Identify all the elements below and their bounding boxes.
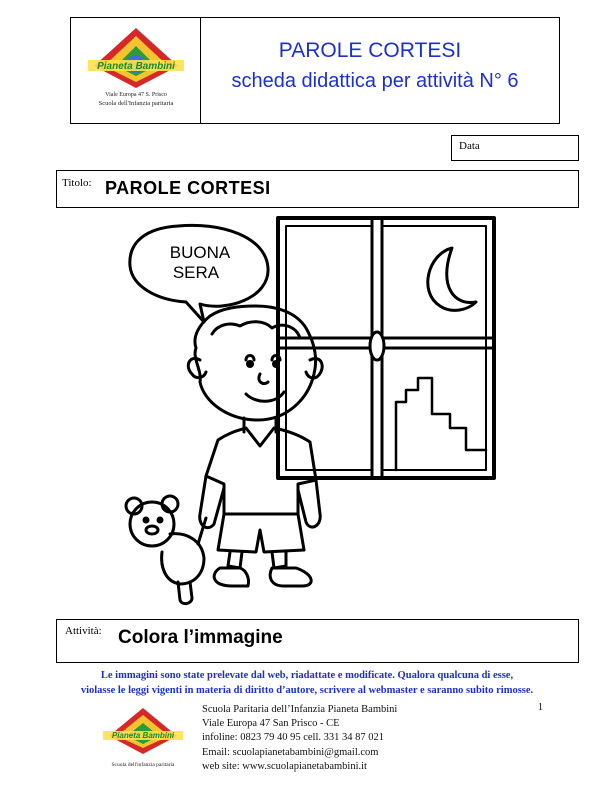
footer-school: Scuola Paritaria dell’Infanzia Pianeta Bambini [202, 704, 398, 715]
svg-text:SERA: SERA [172, 263, 220, 282]
footer-contact [202, 703, 397, 774]
teddy-bear-drawing [126, 496, 206, 604]
footer-address: Viale Europa 47 San Prisco - CE [202, 718, 340, 730]
worksheet-subtitle: scheda didattica per attività N° 6 [231, 70, 519, 92]
footer-website[interactable]: web site: www.scuolapianetabambini.it [202, 760, 367, 772]
footer-logo [97, 706, 189, 770]
date-field[interactable] [451, 135, 579, 161]
header-divider [200, 17, 201, 124]
window-drawing [278, 218, 494, 478]
footer-email[interactable]: Email: scuolapianetabambini@gmail.com [202, 746, 379, 758]
disclaimer-line-2: violasse le leggi vigenti in materia di diritto d’autore, scrivere al webmaster e saranno subito rimosse. [80, 684, 534, 696]
footer-phones: infoline: 0823 79 40 95 cell. 331 34 87 021 [202, 732, 384, 744]
activity-label: Attività: [65, 625, 102, 637]
svg-text:Pianeta Bambini: Pianeta Bambini [97, 61, 175, 72]
school-logo [82, 26, 190, 108]
worksheet-title: PAROLE CORTESI [278, 39, 462, 62]
activity-value: Colora l’immagine [118, 627, 283, 648]
svg-text:BUONA: BUONA [169, 243, 231, 262]
svg-text:Viale Europa 47 S. Prisco: Viale Europa 47 S. Prisco [105, 92, 167, 98]
page-number: 1 [538, 702, 543, 713]
coloring-illustration [100, 214, 500, 614]
copyright-disclaimer [12, 669, 602, 698]
title-label: Titolo: [62, 177, 92, 189]
title-value: PAROLE CORTESI [105, 178, 271, 198]
disclaimer-line-1: Le immagini sono state prelevate dal web, riadattate e modificate. Qualora qualcuna di esse, [100, 670, 514, 681]
date-label: Data [459, 140, 480, 152]
svg-text:Pianeta Bambini: Pianeta Bambini [111, 731, 175, 740]
svg-text:Scuola dell'Infanzia paritaria: Scuola dell'Infanzia paritaria [98, 100, 174, 107]
svg-text:Scuola dell'infanzia paritaria: Scuola dell'infanzia paritaria [111, 762, 175, 768]
